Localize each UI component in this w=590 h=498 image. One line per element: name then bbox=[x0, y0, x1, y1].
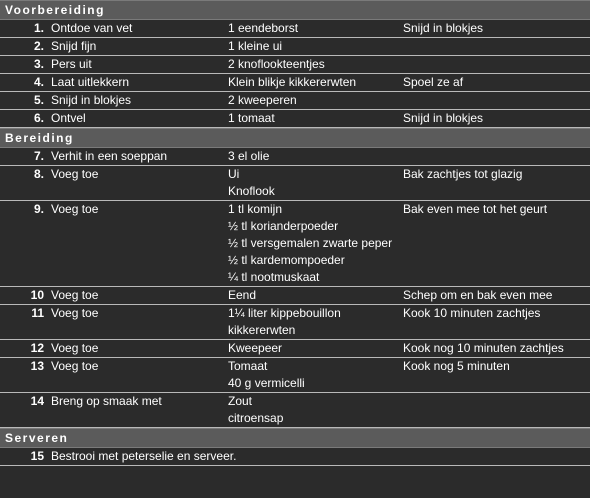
recipe-step-row bbox=[0, 358, 590, 393]
step-number: 14 bbox=[30, 394, 44, 408]
recipe-step-row bbox=[0, 287, 590, 305]
step-number: 15 bbox=[30, 449, 44, 463]
step-number: 1. bbox=[33, 21, 44, 35]
step-action: Breng op smaak met bbox=[51, 394, 162, 408]
step-action: Voeg toe bbox=[51, 202, 99, 216]
ingredient-line: ½ tl korianderpoeder bbox=[228, 219, 339, 233]
ingredient-line: 3 el olie bbox=[228, 149, 270, 163]
step-action: Voeg toe bbox=[51, 306, 99, 320]
step-ingredients bbox=[222, 56, 396, 73]
section-header: Serveren bbox=[0, 428, 590, 448]
step-ingredients bbox=[222, 340, 396, 357]
step-number: 7. bbox=[33, 149, 44, 163]
step-number: 4. bbox=[33, 75, 44, 89]
step-number: 13 bbox=[30, 359, 44, 373]
step-action: Bestrooi met peterselie en serveer. bbox=[51, 449, 237, 463]
recipe-step-row bbox=[0, 110, 590, 128]
ingredient-line: 1 tl komijn bbox=[228, 202, 283, 216]
step-action: Verhit in een soeppan bbox=[51, 149, 168, 163]
ingredient-line: Tomaat bbox=[228, 359, 268, 373]
step-ingredients bbox=[222, 74, 396, 91]
step-action: Voeg toe bbox=[51, 341, 99, 355]
step-action: Voeg toe bbox=[51, 167, 99, 181]
step-action: Voeg toe bbox=[51, 359, 99, 373]
step-ingredients bbox=[222, 393, 396, 427]
ingredient-line: Klein blikje kikkererwten bbox=[228, 75, 357, 89]
recipe-step-row bbox=[0, 56, 590, 74]
step-note: Kook nog 5 minuten bbox=[403, 359, 510, 373]
step-ingredients bbox=[222, 148, 396, 165]
step-action: Snijd fijn bbox=[51, 39, 97, 53]
recipe-step-row bbox=[0, 20, 590, 38]
step-ingredients bbox=[222, 166, 396, 200]
recipe-step-row bbox=[0, 92, 590, 110]
step-note: Spoel ze af bbox=[403, 75, 464, 89]
step-note: Kook nog 10 minuten zachtjes bbox=[403, 341, 564, 355]
step-action: Pers uit bbox=[51, 57, 92, 71]
step-action: Laat uitlekkern bbox=[51, 75, 130, 89]
step-ingredients bbox=[222, 305, 396, 339]
step-ingredients bbox=[222, 110, 396, 127]
recipe-step-row bbox=[0, 340, 590, 358]
step-note: Bak zachtjes tot glazig bbox=[403, 167, 523, 181]
ingredient-line: kikkererwten bbox=[228, 323, 296, 337]
step-ingredients bbox=[222, 20, 396, 37]
step-note: Snijd in blokjes bbox=[403, 21, 484, 35]
step-ingredients bbox=[222, 358, 396, 392]
step-number: 6. bbox=[33, 111, 44, 125]
step-number: 9. bbox=[33, 202, 44, 216]
step-note: Kook 10 minuten zachtjes bbox=[403, 306, 541, 320]
recipe-step-row bbox=[0, 38, 590, 56]
ingredient-line: ¼ tl nootmuskaat bbox=[228, 270, 320, 284]
step-note: Bak even mee tot het geurt bbox=[403, 202, 548, 216]
step-ingredients bbox=[222, 201, 396, 286]
ingredient-line: 1 tomaat bbox=[228, 111, 275, 125]
step-note bbox=[396, 92, 590, 109]
ingredient-line: 1 kleine ui bbox=[228, 39, 283, 53]
ingredient-line: citroensap bbox=[228, 411, 284, 425]
ingredient-line: Ui bbox=[228, 167, 240, 181]
step-note: Snijd in blokjes bbox=[403, 111, 484, 125]
recipe-step-row bbox=[0, 305, 590, 340]
ingredient-line: 2 kweeperen bbox=[228, 93, 297, 107]
recipe-step-row bbox=[0, 201, 590, 287]
step-number: 11 bbox=[31, 306, 44, 320]
step-number: 3. bbox=[33, 57, 44, 71]
ingredient-line: Kweepeer bbox=[228, 341, 283, 355]
ingredient-line: 2 knoflookteentjes bbox=[228, 57, 325, 71]
recipe-step-row bbox=[0, 166, 590, 201]
step-ingredients bbox=[222, 38, 396, 55]
recipe-step-row bbox=[0, 393, 590, 428]
section-header: Bereiding bbox=[0, 128, 590, 148]
ingredient-line: ½ tl kardemompoeder bbox=[228, 253, 345, 267]
ingredient-line: 1 eendeborst bbox=[228, 21, 299, 35]
step-number: 12 bbox=[30, 341, 44, 355]
step-note: Schep om en bak even mee bbox=[403, 288, 553, 302]
step-number: 5. bbox=[33, 93, 44, 107]
step-action: Voeg toe bbox=[51, 288, 99, 302]
ingredient-line: ½ tl versgemalen zwarte peper bbox=[228, 236, 393, 250]
step-note bbox=[396, 148, 590, 165]
step-action: Ontdoe van vet bbox=[51, 21, 133, 35]
recipe-step-row bbox=[0, 148, 590, 166]
step-action: Snijd in blokjes bbox=[51, 93, 132, 107]
step-ingredients bbox=[222, 287, 396, 304]
section-header: Voorbereiding bbox=[0, 0, 590, 20]
step-ingredients bbox=[222, 92, 396, 109]
ingredient-line: Knoflook bbox=[228, 184, 275, 198]
ingredient-line: Zout bbox=[228, 394, 253, 408]
ingredient-line: 40 g vermicelli bbox=[228, 376, 305, 390]
recipe-step-row bbox=[0, 74, 590, 92]
step-note bbox=[396, 56, 590, 73]
step-number: 8. bbox=[33, 167, 44, 181]
step-number: 2. bbox=[33, 39, 44, 53]
step-action: Ontvel bbox=[51, 111, 86, 125]
recipe-step-row bbox=[0, 448, 590, 466]
step-number: 10 bbox=[30, 288, 44, 302]
ingredient-line: 1¼ liter kippebouillon bbox=[228, 306, 341, 320]
step-note bbox=[396, 38, 590, 55]
ingredient-line: Eend bbox=[228, 288, 257, 302]
step-note bbox=[396, 393, 590, 427]
